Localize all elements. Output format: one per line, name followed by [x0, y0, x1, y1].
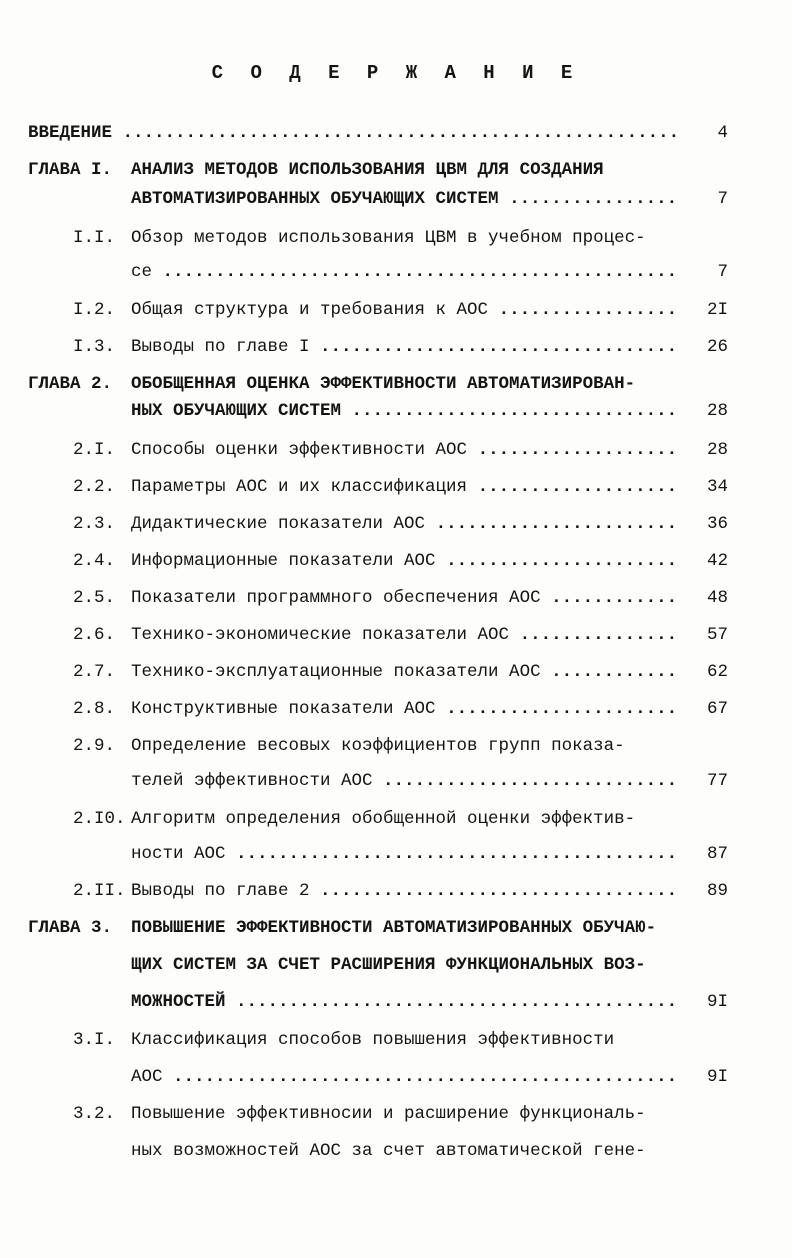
toc-entry-text: се ..... [131, 259, 678, 285]
toc-entry-2-3 [28, 511, 728, 537]
toc-page-number: 89 [706, 881, 728, 901]
toc-section-number: 2.6. [73, 625, 116, 645]
toc-section-number: 2.II. [73, 881, 126, 901]
toc-entry-3-2-cont [28, 1138, 728, 1164]
toc-entry-chapter-3-cont-2 [28, 989, 728, 1015]
toc-entry-chapter-1 [28, 157, 728, 183]
toc-entry-text: Общая структура и требования к АОС ..... [131, 297, 678, 323]
toc-entry-text: ности АОС ..... [131, 841, 678, 867]
toc-page-number: 28 [706, 440, 728, 460]
toc-entry-1-3 [28, 334, 728, 360]
toc-entry-2-8 [28, 696, 728, 722]
toc-entry-text: Классификация способов повышения эффективности [131, 1030, 615, 1050]
toc-entry-1-2 [28, 297, 728, 323]
toc-chapter-number: ГЛАВА 3. [28, 918, 113, 938]
toc-entry-chapter-3-cont [28, 952, 728, 978]
toc-entry-text: ВВЕДЕНИЕ ..... [28, 120, 678, 146]
toc-page-number: 28 [706, 401, 728, 421]
toc-section-number: 2.8. [73, 699, 116, 719]
toc-entry-text: АОС ..... [131, 1064, 678, 1090]
toc-page-number: 48 [706, 588, 728, 608]
toc-page-number: 36 [706, 514, 728, 534]
toc-entry-text: Технико-экономические показатели АОС ..... [131, 622, 678, 648]
toc-entry-2-5 [28, 585, 728, 611]
toc-entry-text: Параметры АОС и их классификация ..... [131, 474, 678, 500]
toc-section-number: 3.2. [73, 1104, 116, 1124]
toc-entry-text: Выводы по главе 2 ..... [131, 878, 678, 904]
toc-entry-2-9 [28, 733, 728, 759]
toc-entry-text: Обзор методов использования ЦВМ в учебном процес- [131, 228, 646, 248]
toc-entry-2-1 [28, 437, 728, 463]
toc-page-number: 2I [706, 300, 728, 320]
toc-entry-introduction [28, 120, 728, 146]
toc-entry-text: ных возможностей АОС за счет автоматической гене- [131, 1141, 646, 1161]
toc-entry-text: Способы оценки эффективности АОС ..... [131, 437, 678, 463]
toc-page-number: 67 [706, 699, 728, 719]
toc-entry-text: телей эффективности АОС ..... [131, 768, 678, 794]
toc-entry-chapter-2 [28, 371, 728, 397]
toc-section-number: I.2. [73, 300, 116, 320]
toc-entry-2-10 [28, 806, 728, 832]
toc-section-number: 2.5. [73, 588, 116, 608]
toc-page-number: 7 [717, 189, 728, 209]
toc-entry-2-10-cont [28, 841, 728, 867]
toc-page-number: 26 [706, 337, 728, 357]
toc-section-number: 2.I0. [73, 809, 126, 829]
toc-entry-2-6 [28, 622, 728, 648]
toc-page-number: 62 [706, 662, 728, 682]
toc-section-number: 3.I. [73, 1030, 116, 1050]
toc-entry-2-9-cont [28, 768, 728, 794]
toc-page-number: 4 [717, 123, 728, 143]
toc-entry-text: Повышение эффективносии и расширение функциональ- [131, 1104, 646, 1124]
toc-section-number: 2.2. [73, 477, 116, 497]
toc-entry-text: Дидактические показатели АОС ..... [131, 511, 678, 537]
toc-section-number: 2.9. [73, 736, 116, 756]
toc-chapter-number: ГЛАВА 2. [28, 374, 113, 394]
toc-page-number: 9I [706, 1067, 728, 1087]
toc-section-number: 2.I. [73, 440, 116, 460]
toc-page-number: 7 [717, 262, 728, 282]
toc-entry-2-4 [28, 548, 728, 574]
toc-entry-text: АНАЛИЗ МЕТОДОВ ИСПОЛЬЗОВАНИЯ ЦВМ ДЛЯ СОЗДАНИЯ [131, 160, 604, 180]
toc-section-number: I.I. [73, 228, 116, 248]
toc-entry-2-7 [28, 659, 728, 685]
toc-page-number: 42 [706, 551, 728, 571]
toc-entry-1-1 [28, 225, 728, 251]
toc-page-number: 77 [706, 771, 728, 791]
toc-section-number: 2.7. [73, 662, 116, 682]
toc-entry-3-2 [28, 1101, 728, 1127]
toc-entry-text: Технико-эксплуатационные показатели АОС ..... [131, 659, 678, 685]
toc-entry-text: Показатели программного обеспечения АОС ..... [131, 585, 678, 611]
toc-entry-chapter-2-cont [28, 398, 728, 424]
toc-entry-3-1-cont [28, 1064, 728, 1090]
toc-entry-text: АВТОМАТИЗИРОВАННЫХ ОБУЧАЮЩИХ СИСТЕМ ..... [131, 186, 678, 212]
toc-entry-text: ПОВЫШЕНИЕ ЭФФЕКТИВНОСТИ АВТОМАТИЗИРОВАННЫХ ОБУЧАЮ- [131, 918, 657, 938]
toc-entry-text: Конструктивные показатели АОС ..... [131, 696, 678, 722]
toc-entry-3-1 [28, 1027, 728, 1053]
toc-section-number: 2.4. [73, 551, 116, 571]
toc-page-number: 57 [706, 625, 728, 645]
toc-entry-chapter-3 [28, 915, 728, 941]
toc-entry-text: МОЖНОСТЕЙ ..... [131, 989, 678, 1015]
toc-entry-text: Определение весовых коэффициентов групп показа- [131, 736, 625, 756]
toc-section-number: I.3. [73, 337, 116, 357]
toc-page-number: 9I [706, 992, 728, 1012]
toc-entry-2-11 [28, 878, 728, 904]
toc-page-number: 87 [706, 844, 728, 864]
toc-section-number: 2.3. [73, 514, 116, 534]
toc-entry-text: НЫХ ОБУЧАЮЩИХ СИСТЕМ ..... [131, 398, 678, 424]
toc-entry-text: ОБОБЩЕННАЯ ОЦЕНКА ЭФФЕКТИВНОСТИ АВТОМАТИЗИРОВАН- [131, 374, 636, 394]
toc-entry-1-1-cont [28, 259, 728, 285]
page-title: С О Д Е Р Ж А Н И Е [211, 62, 581, 84]
toc-entry-2-2 [28, 474, 728, 500]
toc-entry-text: Информационные показатели АОС ..... [131, 548, 678, 574]
toc-page-number: 34 [706, 477, 728, 497]
toc-entry-text: ЩИХ СИСТЕМ ЗА СЧЕТ РАСШИРЕНИЯ ФУНКЦИОНАЛЬНЫХ ВОЗ- [131, 955, 646, 975]
toc-entry-text: Выводы по главе I ..... [131, 334, 678, 360]
toc-entry-text: Алгоритм определения обобщенной оценки эффектив- [131, 809, 636, 829]
toc-entry-chapter-1-cont [28, 186, 728, 212]
toc-chapter-number: ГЛАВА I. [28, 160, 113, 180]
